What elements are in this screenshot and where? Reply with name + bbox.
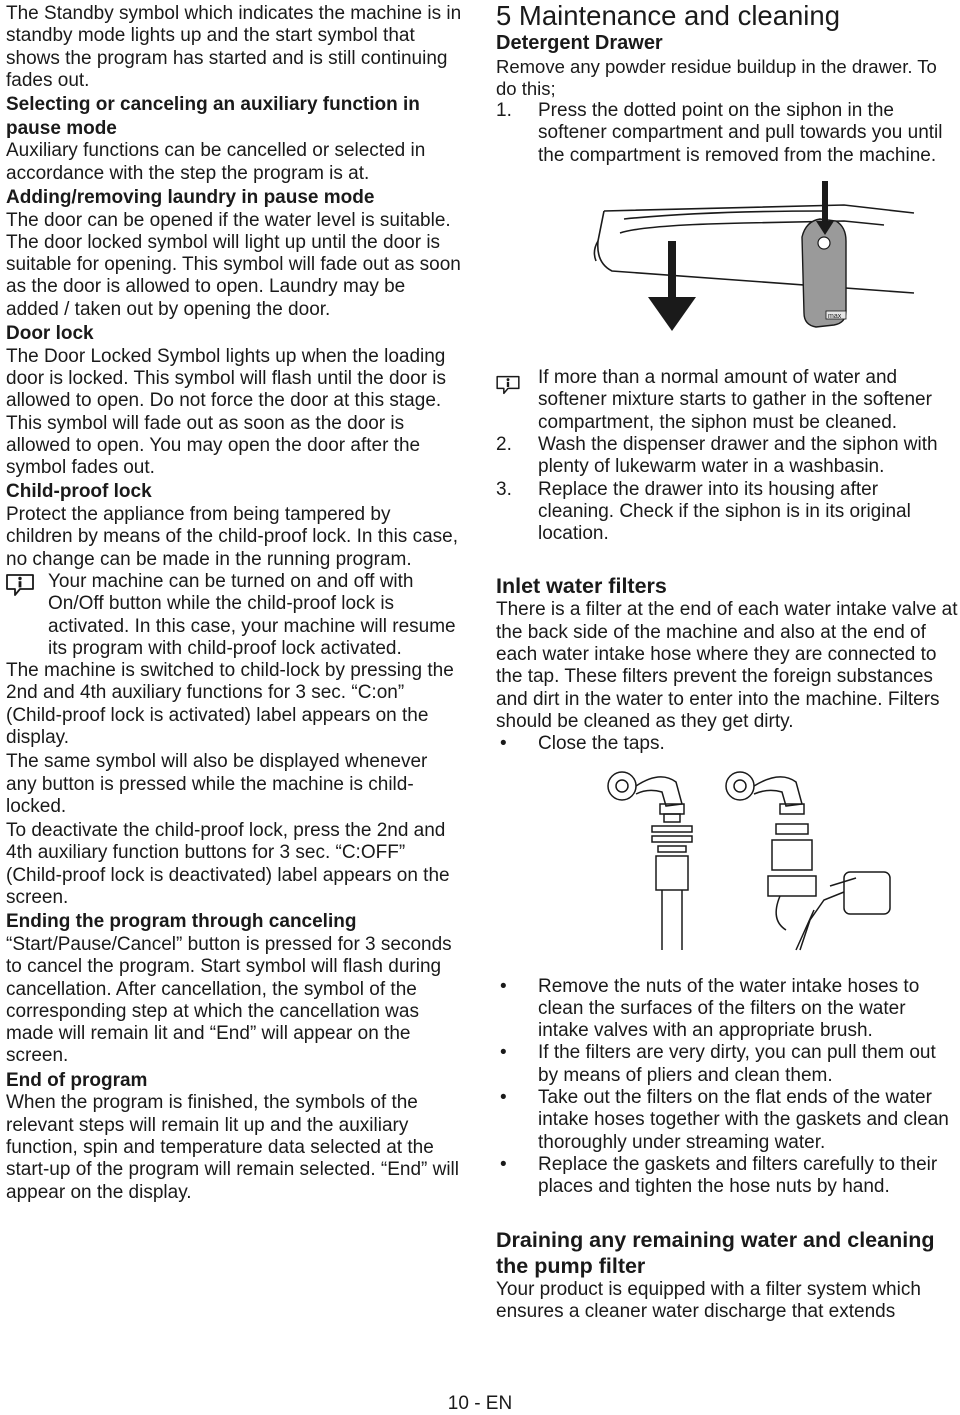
section-title: 5 Maintenance and cleaning [496, 0, 841, 31]
child-lock-deactivate: To deactivate the child-proof lock, press the 2nd and 4th auxiliary function buttons for 3 sec. “C:OFF” (Child-proof lock is deactivated) label appears on the screen. [6, 820, 450, 909]
bullet-3 [496, 1087, 958, 1154]
siphon-note [496, 367, 958, 434]
step-2 [496, 434, 958, 479]
tap-icon [608, 772, 692, 950]
detergent-drawer-heading: Detergent Drawer [496, 32, 663, 54]
door-lock-paragraph: The Door Locked Symbol lights up when the loading door is locked. This symbol will flash until the door is allowed to open. Do not force the door at this stage. This symbol will fade out as soon as the door is allowed to open. You may open the door after the symbol fades out. [6, 345, 447, 479]
detergent-drawer-paragraph: Remove any powder residue buildup in the drawer. To do this; [496, 55, 937, 99]
drain-paragraph: Your product is equipped with a filter system which ensures a cleaner water discharge that extends [496, 1278, 921, 1322]
child-lock-note [6, 571, 462, 660]
bullet-4 [496, 1154, 958, 1199]
child-lock-paragraph: Protect the appliance from being tampered by children by means of the child-proof lock. In this case, no change can be made in the running program. [6, 504, 459, 570]
wall-valve-icon [796, 872, 890, 950]
step-1 [496, 100, 958, 167]
bullet-2 [496, 1042, 958, 1087]
end-program-paragraph: When the program is finished, the symbols of the relevant steps will remain lit up and the auxiliary function, spin and temperature data selected at the start-up of the program will remain selected. “End” will appear on the display. [6, 1092, 460, 1203]
bullet: • [500, 1087, 507, 1109]
step-number: 1. [496, 100, 512, 122]
info-icon [6, 571, 48, 602]
cancel-heading: Ending the program through canceling [6, 911, 357, 933]
bullet-text: Close the taps. [538, 733, 665, 755]
laundry-paragraph: The door can be opened if the water level is suitable. The door locked symbol will light up until the door is suitable for opening. This symbol will fade out as soon as the door is allowed to open. Laundry may be added / taken out by opening the door. [6, 209, 461, 320]
step-3 [496, 479, 958, 546]
bullet-close-taps [496, 733, 958, 755]
bullet-text: Take out the filters on the flat ends of the water intake hoses together with the gaskets and clean thoroughly under streaming water. [538, 1087, 949, 1153]
bullet: • [500, 1153, 507, 1175]
aux-function-paragraph: Auxiliary functions can be cancelled or selected in accordance with the step the program is at. [6, 140, 426, 184]
child-lock-activate: The machine is switched to child-lock by pressing the 2nd and 4th auxiliary functions for 3 sec. “C:on” (Child-proof lock is activated) label appears on the display. [6, 660, 454, 748]
cancel-paragraph: “Start/Pause/Cancel” button is pressed for 3 seconds to cancel the program. Start symbol will flash during cancellation. After cancellation, the symbol of the corresponding step at which the cancellation was made will remain lit and “End” will appear on the screen. [6, 933, 452, 1067]
child-lock-heading: Child-proof lock [6, 481, 152, 503]
door-lock-heading: Door lock [6, 323, 94, 345]
bullet: • [500, 975, 507, 997]
step-number: 3. [496, 478, 512, 500]
siphon-note-text: If more than a normal amount of water and softener mixture starts to gather in the softener compartment, the siphon must be cleaned. [538, 367, 932, 433]
bullet-text: Replace the gaskets and filters carefully to their places and tighten the hose nuts by hand. [538, 1153, 938, 1198]
aux-function-heading: Selecting or canceling an auxiliary function in pause mode [6, 94, 420, 139]
left-column [6, 3, 462, 1204]
max-label: max [828, 313, 842, 321]
child-lock-symbol: The same symbol will also be displayed whenever any button is pressed while the machine is child-locked. [6, 751, 428, 817]
down-arrow-icon [648, 241, 696, 331]
page-number: 10 - EN [447, 1393, 513, 1414]
inlet-filters-heading: Inlet water filters [496, 574, 667, 599]
bullet: • [500, 733, 507, 755]
siphon-drawer-illustration [584, 181, 960, 349]
child-lock-note-text: Your machine can be turned on and off with On/Off button while the child-proof lock is activated. In this case, your machine will resume its program with child-proof lock activated. [48, 570, 456, 659]
laundry-heading: Adding/removing laundry in pause mode [6, 186, 375, 208]
info-icon [496, 367, 538, 400]
standby-paragraph: The Standby symbol which indicates the machine is in standby mode lights up and the start symbol that shows the program has started and is still continuing fades out. [6, 3, 462, 91]
water-taps-illustration [600, 760, 900, 956]
drain-heading: Draining any remaining water and cleaning the pump filter [496, 1227, 935, 1278]
step-number: 2. [496, 433, 512, 455]
end-program-heading: End of program [6, 1069, 148, 1091]
step-text: Replace the drawer into its housing after cleaning. Check if the siphon is in its original location. [538, 478, 911, 545]
bullet-1 [496, 976, 958, 1043]
inlet-filters-paragraph: There is a filter at the end of each water intake valve at the back side of the machine and also at the end of each water intake hose where they are connected to the tap. These filters prevent the foreign substances and dirt in the water to enter into the machine. Filters should be cleaned as they get dirty. [496, 599, 958, 732]
right-column [496, 0, 958, 1323]
step-text: Press the dotted point on the siphon in the softener compartment and pull towards you until the compartment is removed from the machine. [538, 100, 943, 166]
bullet: • [500, 1042, 507, 1064]
bullet-text: Remove the nuts of the water intake hoses to clean the surfaces of the filters on the water intake valves with an appropriate brush. [538, 975, 920, 1042]
siphon-icon [802, 181, 846, 327]
bullet-text: If the filters are very dirty, you can pull them out by means of pliers and clean them. [538, 1042, 936, 1086]
step-text: Wash the dispenser drawer and the siphon with plenty of lukewarm water in a washbasin. [538, 433, 938, 478]
tap-valve-icon [726, 772, 816, 930]
